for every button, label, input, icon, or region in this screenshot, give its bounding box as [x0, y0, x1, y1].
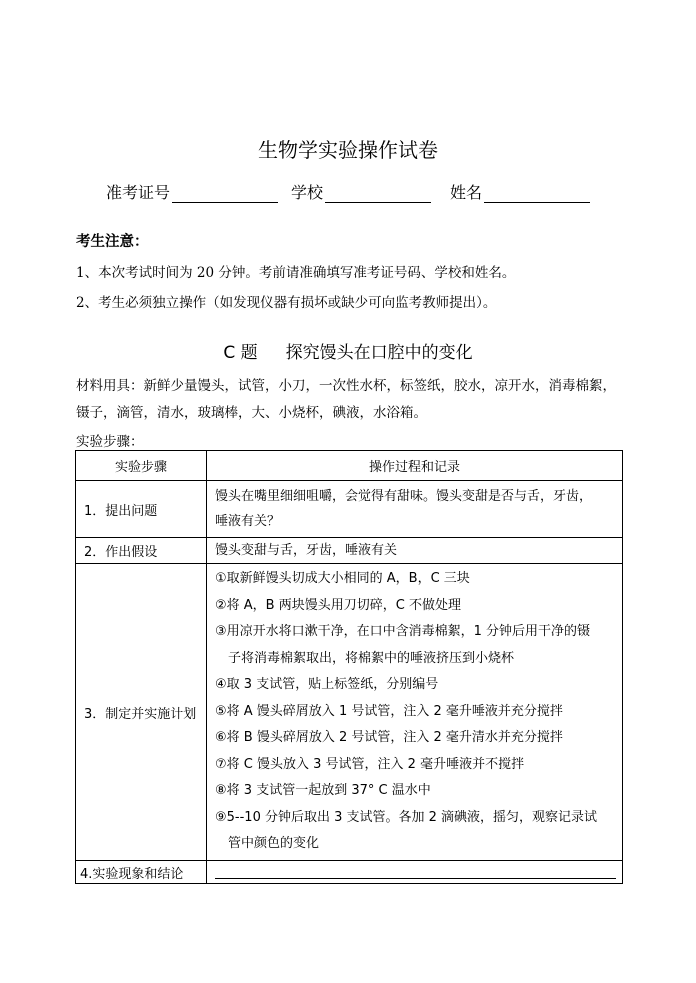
content-line: 馒头变甜与舌，牙齿，唾液有关	[215, 543, 398, 558]
procedure-line: ②将 A，B 两块馒头用刀切碎，C 不做处理	[215, 597, 461, 613]
table-row	[76, 564, 623, 861]
procedure-line: 管中颜色的变化	[228, 836, 320, 852]
notice-heading: 考生注意：	[76, 234, 149, 250]
table-row	[76, 538, 623, 564]
paper-title: 生物学实验操作试卷	[258, 138, 438, 162]
school-field[interactable]	[291, 180, 431, 203]
name-label: 姓名	[450, 183, 483, 202]
table-row	[76, 861, 623, 884]
procedure-line: ⑦将 C 馒头放入 3 号试管，注入 2 毫升唾液并不搅拌	[215, 756, 525, 772]
procedure-line: ⑧将 3 支试管一起放到 37° C 温水中	[215, 783, 431, 799]
result-answer-line[interactable]	[215, 865, 616, 879]
step-cell: 2．作出假设	[76, 538, 207, 564]
table-header-row	[76, 451, 623, 481]
question-topic: 探究馒头在口腔中的变化	[285, 343, 473, 363]
question-number: C 题	[223, 343, 258, 363]
procedure-line: ⑤将 A 馒头碎屑放入 1 号试管，注入 2 毫升唾液并充分搅拌	[215, 703, 563, 719]
name-blank[interactable]	[484, 184, 590, 203]
school-blank[interactable]	[325, 184, 431, 203]
experiment-table	[75, 450, 623, 884]
exam-number-label: 准考证号	[106, 183, 171, 202]
notice-item-1: 1、本次考试时间为 20 分钟。考前请准确填写准考证号码、学校和姓名。	[76, 265, 516, 281]
school-label: 学校	[291, 183, 324, 202]
name-field[interactable]	[450, 180, 590, 203]
content-cell	[207, 538, 623, 564]
procedure-line: ⑥将 B 馒头碎屑放入 2 号试管，注入 2 毫升清水并充分搅拌	[215, 730, 563, 746]
procedure-line: ⑨5--10 分钟后取出 3 支试管。各加 2 滴碘液，摇匀，观察记录试	[215, 809, 598, 825]
content-line: 馒头在嘴里细细咀嚼，会觉得有甜味。馒头变甜是否与舌，牙齿，	[215, 489, 593, 504]
step-cell: 1．提出问题	[76, 481, 207, 538]
procedure-line: 子将消毒棉絮取出，将棉絮中的唾液挤压到小烧杯	[228, 650, 515, 666]
table-row	[76, 481, 623, 538]
header-process: 操作过程和记录	[207, 451, 623, 481]
steps-label: 实验步骤：	[76, 434, 144, 450]
result-cell[interactable]	[207, 861, 623, 884]
step-cell: 4.实验现象和结论	[76, 861, 207, 884]
question-title	[0, 338, 696, 363]
header-step: 实验步骤	[76, 451, 207, 481]
content-line: 唾液有关？	[215, 514, 281, 529]
procedure-line: ④取 3 支试管，贴上标签纸，分别编号	[215, 677, 439, 693]
content-cell	[207, 564, 623, 861]
procedure-line: ①取新鲜馒头切成大小相同的 A，B，C 三块	[215, 571, 470, 587]
procedure-line: ③用凉开水将口漱干净，在口中含消毒棉絮，1 分钟后用干净的镊	[215, 624, 591, 640]
content-cell	[207, 481, 623, 538]
exam-number-field[interactable]	[106, 180, 278, 203]
exam-number-blank[interactable]	[172, 184, 278, 203]
step-cell: 3．制定并实施计划	[76, 564, 207, 861]
materials-list: 材料用具：新鲜少量馒头，试管，小刀，一次性水杯，标签纸，胶水，凉开水，消毒棉絮， 镊子，滴管，清水，玻璃棒，大、小烧杯，碘液，水浴箱。	[76, 378, 623, 421]
notice-item-2: 2、考生必须独立操作（如发现仪器有损坏或缺少可向监考教师提出）。	[76, 295, 497, 311]
